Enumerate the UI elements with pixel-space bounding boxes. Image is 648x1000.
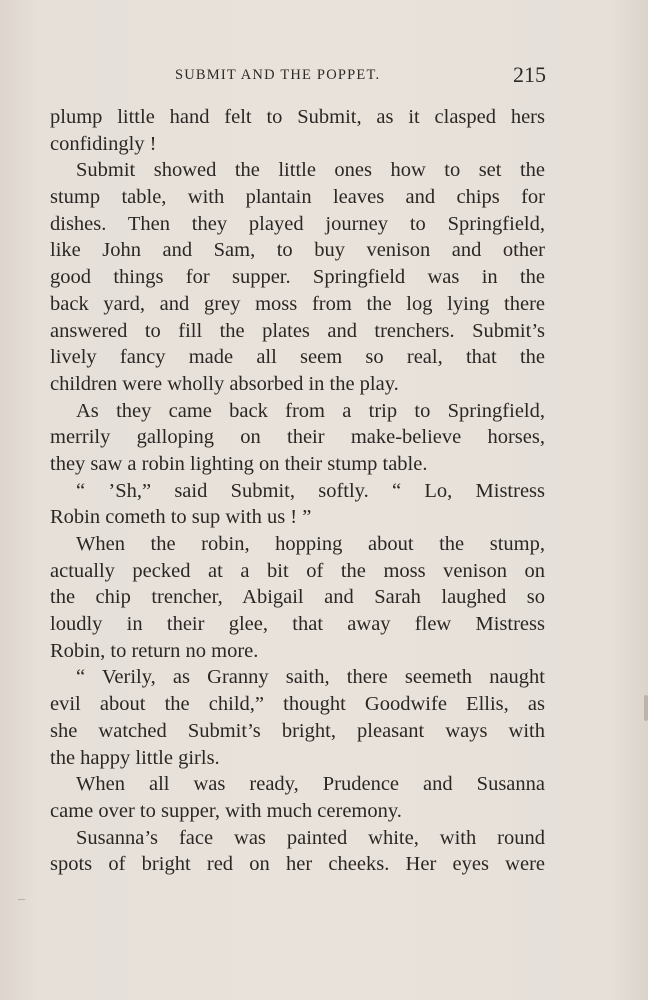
text-line: like John and Sam, to buy venison and other [50, 239, 545, 262]
text-line: merrily galloping on their make-believe horses, [50, 426, 545, 449]
text-line: Submit showed the little ones how to set the [76, 159, 545, 182]
text-line: When the robin, hopping about the stump, [76, 533, 545, 555]
text-line: Robin cometh to sup with us ! ” [50, 506, 312, 529]
text-line: When all was ready, Prudence and Susanna [76, 773, 545, 796]
text-line: evil about the child,” thought Goodwife Ellis, as [50, 693, 545, 716]
page-header [50, 62, 546, 90]
text-line: stump table, with plantain leaves and chips for [50, 186, 545, 209]
text-line: lively fancy made all seem so real, that the [50, 346, 545, 369]
text-line: they saw a robin lighting on their stump table. [50, 452, 428, 475]
text-line: confidingly ! [50, 132, 157, 155]
text-line: actually pecked at a bit of the moss venison on [50, 559, 545, 582]
text-line: came over to supper, with much ceremony. [50, 799, 402, 822]
text-line: As they came back from a trip to Springfield, [76, 399, 545, 422]
body-text [50, 104, 545, 878]
text-line: good things for supper. Springfield was in the [50, 266, 545, 289]
page-number: 215 [513, 62, 546, 87]
text-line: “ ’Sh,” said Submit, softly. “ Lo, Mistress [76, 479, 545, 502]
text-line: the happy little girls. [50, 746, 220, 769]
text-line: loudly in their glee, that away flew Mistress [50, 613, 545, 636]
text-line: she watched Submit’s bright, pleasant ways with [50, 719, 545, 742]
text-line: back yard, and grey moss from the log lying there [50, 292, 545, 315]
text-line: Susanna’s face was painted white, with round [76, 826, 545, 849]
running-head: SUBMIT AND THE POPPET. [175, 67, 381, 83]
text-line: dishes. Then they played journey to Springfield, [50, 212, 545, 235]
text-line: spots of bright red on her cheeks. Her eyes were [50, 853, 545, 876]
text-line: plump little hand felt to Submit, as it clasped hers [50, 106, 545, 128]
text-line: the chip trencher, Abigail and Sarah laughed so [50, 586, 545, 609]
text-line: answered to fill the plates and trenchers. Submit’s [50, 319, 545, 342]
page-edge-mark [644, 695, 648, 721]
margin-mark [18, 899, 25, 900]
text-line: Robin, to return no more. [50, 639, 259, 662]
text-line: children were wholly absorbed in the play. [50, 372, 399, 395]
text-line: “ Verily, as Granny saith, there seemeth naught [76, 666, 545, 689]
